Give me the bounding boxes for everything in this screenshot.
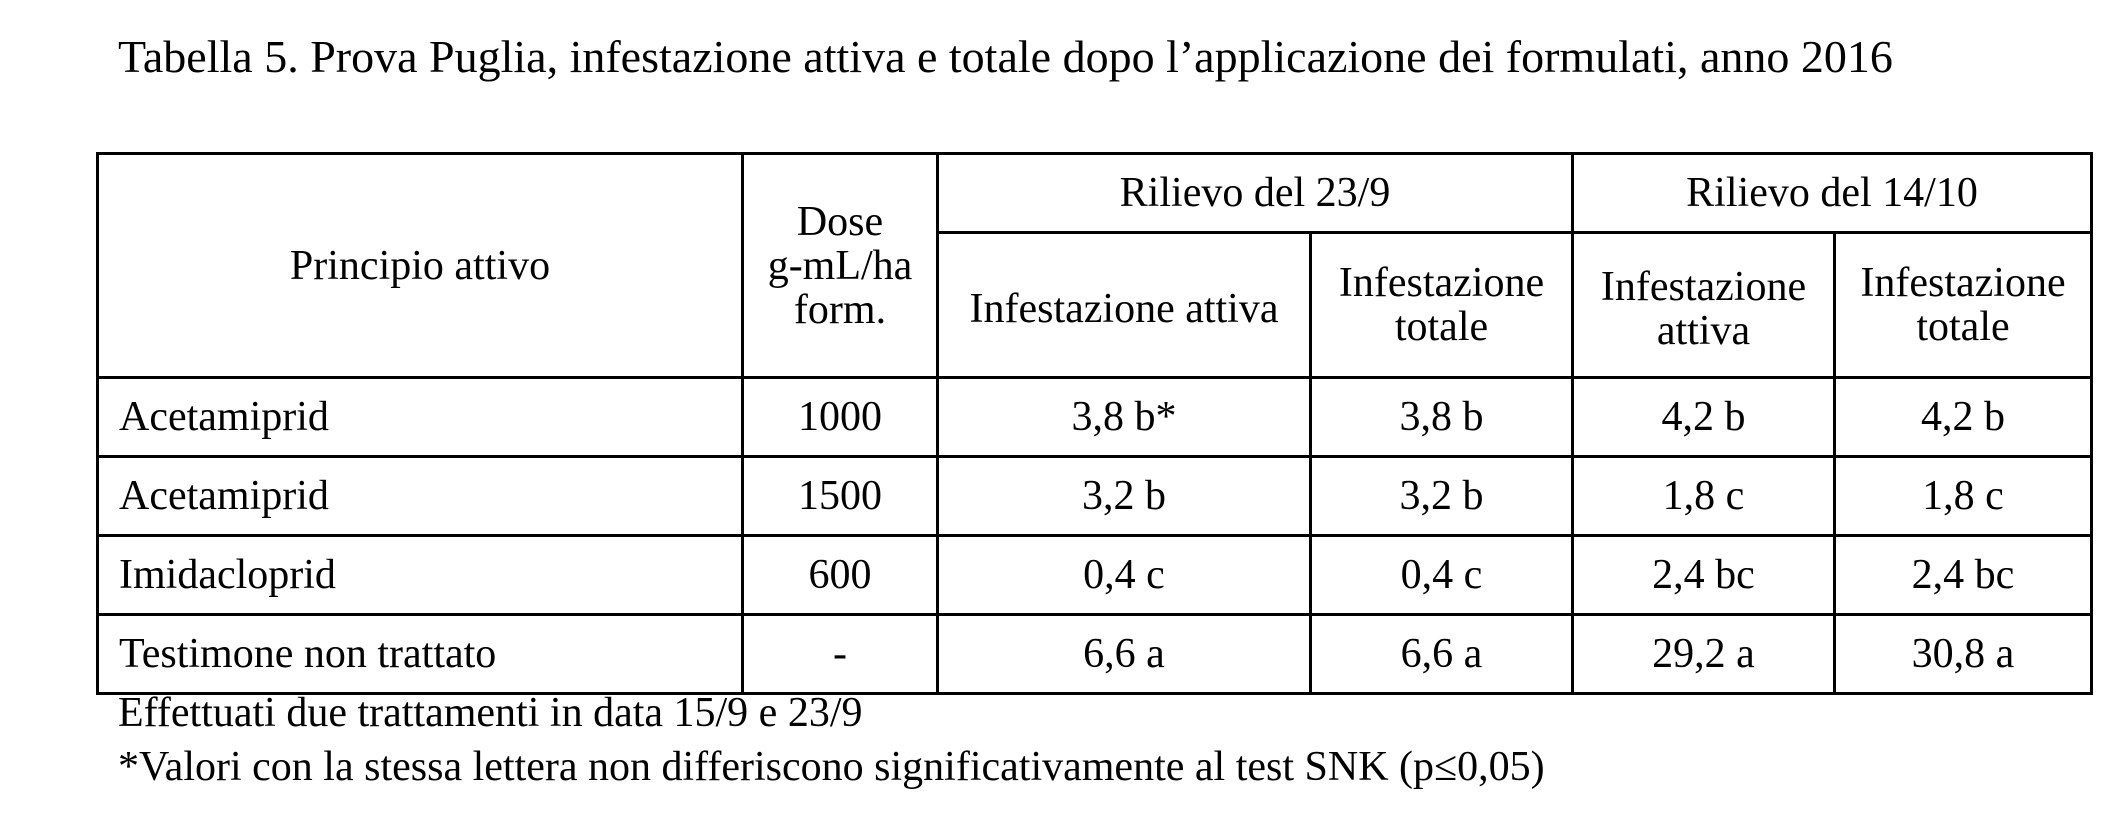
cell-attiva-14-10: 1,8 c xyxy=(1573,457,1835,536)
cell-dose: 600 xyxy=(743,536,938,615)
header-23-9-attiva: Infestazione attiva xyxy=(938,233,1311,378)
cell-principio: Imidacloprid xyxy=(98,536,743,615)
cell-totale-23-9: 3,8 b xyxy=(1311,378,1573,457)
header-dose-line3: form. xyxy=(793,286,887,333)
cell-dose: - xyxy=(743,615,938,694)
cell-attiva-14-10: 29,2 a xyxy=(1573,615,1835,694)
cell-totale-14-10: 30,8 a xyxy=(1835,615,2092,694)
note-treatments: Effettuati due trattamenti in data 15/9 e 23/9 xyxy=(118,690,863,736)
header-dose xyxy=(743,154,938,378)
table-notes xyxy=(118,686,1545,794)
header-rilievo-14-10: Rilievo del 14/10 xyxy=(1573,154,2092,233)
header-14-10-attiva-line1: Infestazione xyxy=(1600,264,1807,310)
header-23-9-totale-line1: Infestazione xyxy=(1338,260,1545,306)
cell-principio: Acetamiprid xyxy=(98,457,743,536)
header-14-10-totale-line1: Infestazione xyxy=(1860,260,2066,306)
header-row-groups xyxy=(98,154,2092,233)
cell-totale-14-10: 4,2 b xyxy=(1835,378,2092,457)
cell-principio: Testimone non trattato xyxy=(98,615,743,694)
table-row xyxy=(98,457,2092,536)
header-23-9-totale-line2: totale xyxy=(1394,304,1489,350)
cell-totale-14-10: 1,8 c xyxy=(1835,457,2092,536)
header-principio-attivo: Principio attivo xyxy=(98,154,743,378)
table-caption: Tabella 5. Prova Puglia, infestazione attiva e totale dopo l’applicazione dei formulati, anno 2016 xyxy=(118,31,1893,82)
cell-totale-23-9: 3,2 b xyxy=(1311,457,1573,536)
table-row xyxy=(98,536,2092,615)
header-14-10-attiva xyxy=(1573,233,1835,378)
header-23-9-totale xyxy=(1311,233,1573,378)
cell-attiva-14-10: 4,2 b xyxy=(1573,378,1835,457)
note-snk-test: *Valori con la stessa lettera non differiscono significativamente al test SNK (p≤0,05) xyxy=(118,744,1545,790)
cell-attiva-14-10: 2,4 bc xyxy=(1573,536,1835,615)
cell-attiva-23-9: 0,4 c xyxy=(938,536,1311,615)
cell-totale-23-9: 0,4 c xyxy=(1311,536,1573,615)
header-rilievo-23-9: Rilievo del 23/9 xyxy=(938,154,1573,233)
header-14-10-totale xyxy=(1835,233,2092,378)
cell-attiva-23-9: 6,6 a xyxy=(938,615,1311,694)
cell-attiva-23-9: 3,8 b* xyxy=(938,378,1311,457)
results-table xyxy=(96,152,2093,695)
cell-attiva-23-9: 3,2 b xyxy=(938,457,1311,536)
header-14-10-totale-line2: totale xyxy=(1916,304,2010,350)
cell-totale-23-9: 6,6 a xyxy=(1311,615,1573,694)
header-14-10-attiva-line2: attiva xyxy=(1656,308,1751,354)
cell-dose: 1500 xyxy=(743,457,938,536)
header-dose-line2: g-mL/ha xyxy=(767,242,913,289)
header-dose-line1: Dose xyxy=(796,198,884,245)
cell-totale-14-10: 2,4 bc xyxy=(1835,536,2092,615)
cell-principio: Acetamiprid xyxy=(98,378,743,457)
table-row xyxy=(98,378,2092,457)
cell-dose: 1000 xyxy=(743,378,938,457)
table-row xyxy=(98,615,2092,694)
